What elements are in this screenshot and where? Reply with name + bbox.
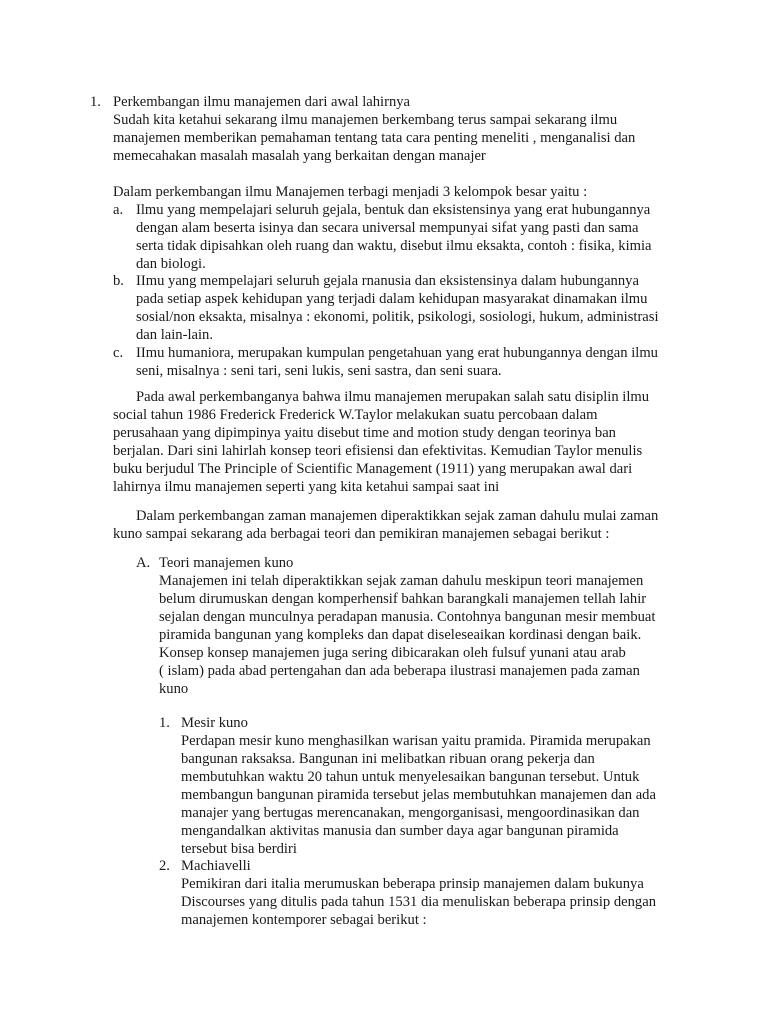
text-line: buku berjudul The Principle of Scientific Management (1911) yang merupakan awal dari bbox=[113, 461, 633, 477]
text-line: mengandalkan aktivitas manusia dan sumber daya agar bangunan piramida bbox=[181, 823, 619, 839]
text-line: Discourses yang ditulis pada tahun 1531 dia menuliskan beberapa prinsip dengan bbox=[181, 894, 656, 910]
text-line: social tahun 1986 Frederick Frederick W.Taylor melakukan suatu percobaan dalam bbox=[113, 407, 598, 423]
list-marker: a. bbox=[113, 202, 124, 218]
list-marker: b. bbox=[113, 273, 124, 289]
text-line: Dalam perkembangan ilmu Manajemen terbagi menjadi 3 kelompok besar yaitu : bbox=[113, 184, 588, 200]
text-line: perusahaan yang dipimpinya yaitu disebut time and motion study dengan teorinya ban bbox=[113, 425, 616, 441]
text-line: Dalam perkembangan zaman manajemen diperaktikkan sejak zaman dahulu mulai zaman bbox=[136, 508, 659, 524]
list-item-line: IImu humaniora, merupakan kumpulan pengetahuan yang erat hubungannya dengan ilmu bbox=[136, 345, 658, 361]
list-marker: c. bbox=[113, 345, 124, 361]
list-marker: 1. bbox=[159, 715, 170, 731]
list-item-line: pada setiap aspek kehidupan yang terjadi dalam kehidupan masyarakat dinamakan ilmu bbox=[136, 291, 648, 307]
text-line: membangun bangunan piramida tersebut jelas membutuhkan manajemen dan ada bbox=[181, 787, 656, 803]
item-heading: Mesir kuno bbox=[181, 715, 248, 731]
list-item-line: sosial/non eksakta, misalnya : ekonomi, politik, psikologi, sosiologi, hukum, administrasi bbox=[136, 309, 659, 325]
text-line: kuno sampai sekarang ada berbagai teori dan pemikiran manajemen sebagai berikut : bbox=[113, 526, 610, 542]
list-item-line: IImu yang mempelajari seluruh gejala rnanusia dan eksistensinya dalam hubungannya bbox=[136, 273, 639, 289]
text-line: belum dirumuskan dengan komperhensif bahkan barangkali manajemen tellah lahir bbox=[159, 591, 647, 607]
list-number: 1. bbox=[90, 94, 101, 110]
text-line: sejalan dengan munculnya peradapan manusia. Contohnya bangunan mesir membuat bbox=[159, 609, 656, 625]
text-line: manajemen kontemporer sebagai berikut : bbox=[181, 912, 427, 928]
text-line: tersebut bisa berdiri bbox=[181, 841, 297, 857]
text-line: ( islam) pada abad pertengahan dan ada beberapa ilustrasi manajemen pada zaman bbox=[159, 663, 640, 679]
text-line: manajer yang bertugas merencanakan, mengorganisasi, mengoordinasikan dan bbox=[181, 805, 640, 821]
text-line: berjalan. Dari sini lahirlah konsep teori efisiensi dan efektivitas. Kemudian Taylor menulis bbox=[113, 443, 643, 459]
text-line: manajemen memberikan pemahaman tentang tata cara penting meneliti , menganalisi dan bbox=[113, 130, 636, 146]
list-item-line: Ilmu yang mempelajari seluruh gejala, bentuk dan eksistensinya yang erat hubungannya bbox=[136, 202, 651, 218]
section-heading: Perkembangan ilmu manajemen dari awal lahirnya bbox=[113, 94, 411, 110]
text-line: Pemikiran dari italia merumuskan beberapa prinsip manajemen dalam bukunya bbox=[181, 876, 644, 892]
text-line: bangunan raksaksa. Bangunan ini melibatkan ribuan orang pekerja dan bbox=[181, 751, 595, 767]
list-marker: A. bbox=[136, 555, 151, 571]
list-item-line: dengan alam beserta isinya dan secara universal mempunyai sifat yang pasti dan sama bbox=[136, 220, 639, 236]
text-line: piramida bangunan yang kompleks dan dapat diseleseaikan kordinasi dengan baik. bbox=[159, 627, 642, 643]
item-heading: Machiavelli bbox=[181, 858, 251, 874]
text-line: kuno bbox=[159, 681, 189, 697]
text-line: memecahakan masalah masalah yang berkaitan dengan manajer bbox=[113, 148, 486, 164]
subsection-heading: Teori manajemen kuno bbox=[159, 555, 294, 571]
list-item-line: dan lain-lain. bbox=[136, 327, 213, 343]
text-line: lahirnya ilmu manajemen seperti yang kita ketahui sampai saat ini bbox=[113, 479, 500, 495]
text-line: Manajemen ini telah diperaktikkan sejak zaman dahulu meskipun teori manajemen bbox=[159, 573, 644, 589]
list-marker: 2. bbox=[159, 858, 170, 874]
text-line: Pada awal perkembanganya bahwa ilmu manajemen merupakan salah satu disiplin ilmu bbox=[136, 389, 650, 405]
text-line: membutuhkan waktu 20 tahun untuk menyelesaikan bangunan tersebut. Untuk bbox=[181, 769, 640, 785]
list-item-line: dan biologi. bbox=[136, 256, 206, 272]
list-item-line: seni, misalnya : seni tari, seni lukis, seni sastra, dan seni suara. bbox=[136, 363, 502, 379]
text-line: Konsep konsep manajemen juga sering dibicarakan oleh fulsuf yunani atau arab bbox=[159, 645, 626, 661]
text-line: Sudah kita ketahui sekarang ilmu manajemen berkembang terus sampai sekarang ilmu bbox=[113, 112, 618, 128]
text-line: Perdapan mesir kuno menghasilkan warisan yaitu pramida. Piramida merupakan bbox=[181, 733, 651, 749]
list-item-line: serta tidak dipisahkan oleh ruang dan waktu, disebut ilmu eksakta, contoh : fisika, kimia bbox=[136, 238, 652, 254]
